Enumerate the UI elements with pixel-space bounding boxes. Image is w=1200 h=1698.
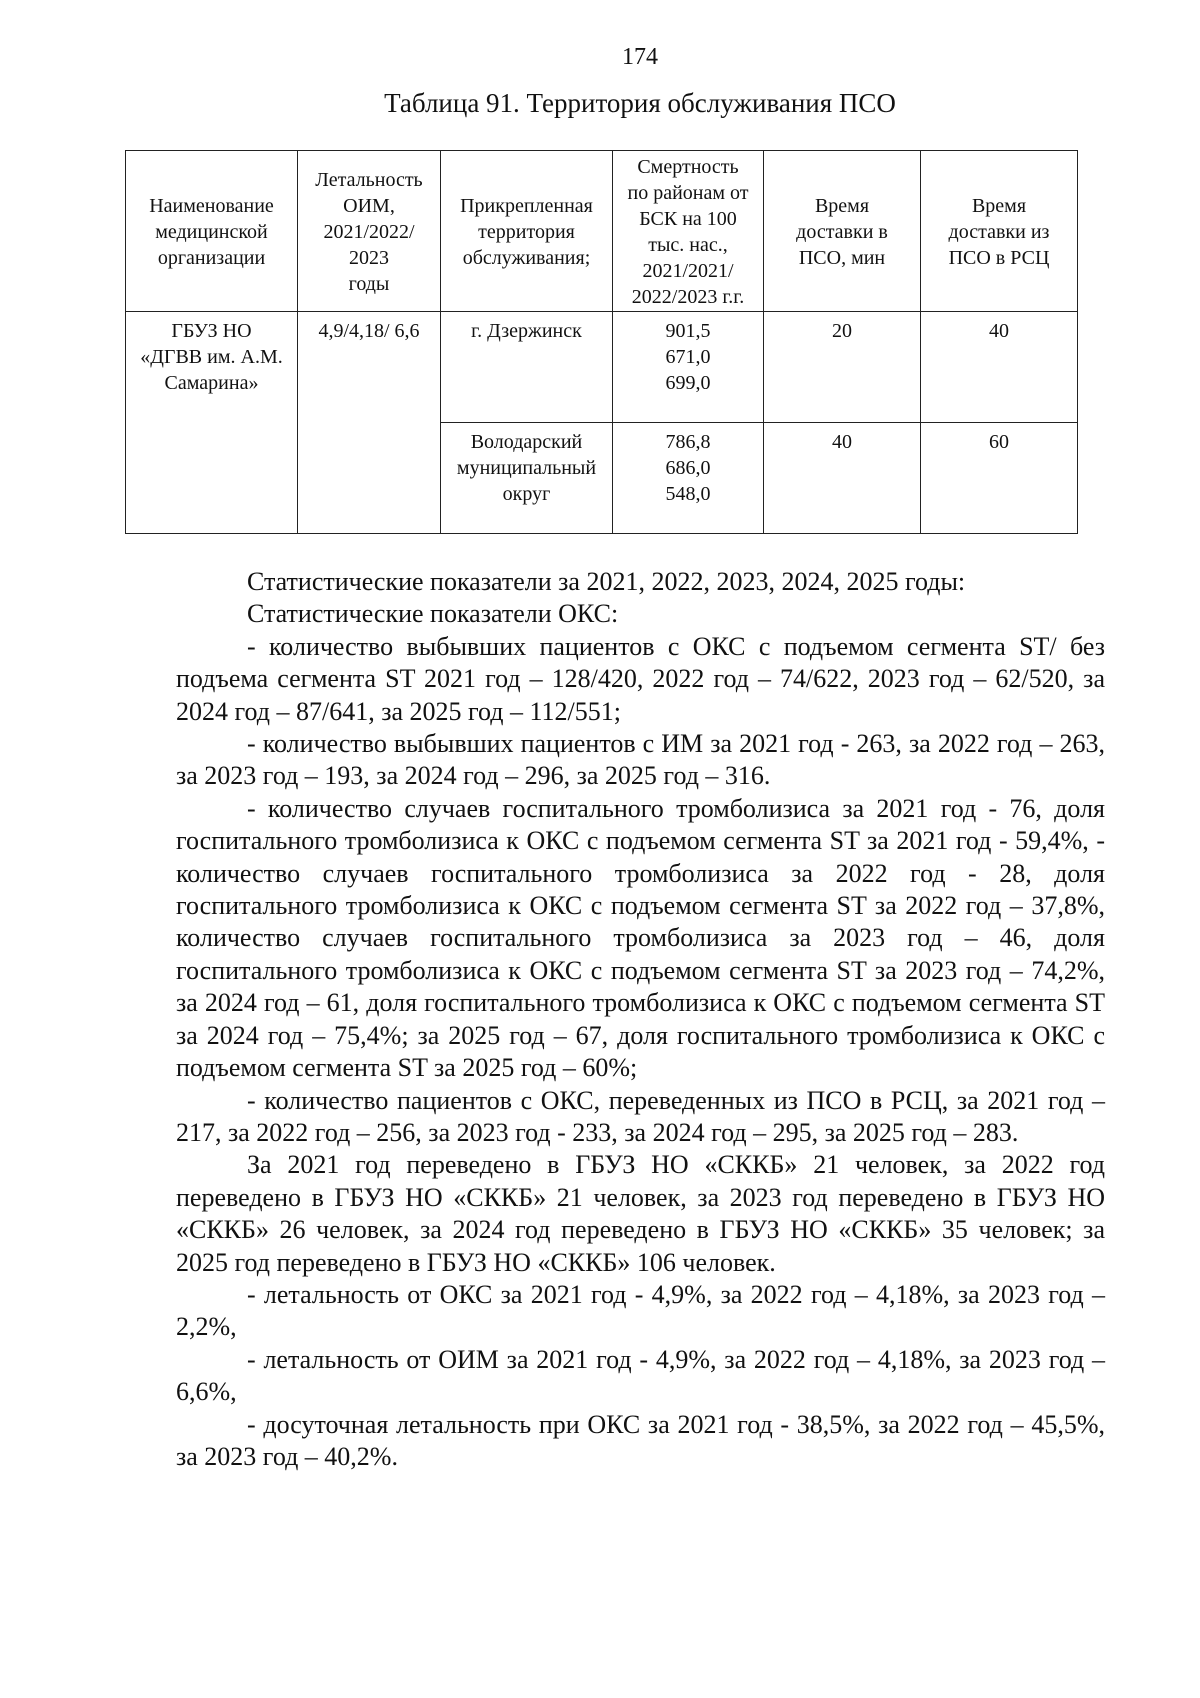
paragraph: - количество пациентов с ОКС, переведенных из ПСО в РСЦ, за 2021 год – 217, за 2022 год – 256, за 2023 год - 233, за 2024 год – 295, за 2025 год – 283. — [176, 1085, 1105, 1147]
table-header-row — [126, 151, 1078, 312]
header-mortality: Смертность по районам от БСК на 100 тыс. нас., 2021/2021/ 2022/2023 г.г. — [613, 151, 764, 312]
paragraph: - досуточная летальность при ОКС за 2021 год - 38,5%, за 2022 год – 45,5%, за 2023 год – 40,2%. — [176, 1409, 1105, 1471]
paragraph: - количество выбывших пациентов с ОКС с подъемом сегмента ST/ без подъема сегмента ST 2021 год – 128/420, 2022 год – 74/622, 2023 год – 62/520, за 2024 год – 87/641, за 2025 год – 112/551; — [176, 631, 1105, 726]
paragraph: - летальность от ОИМ за 2021 год - 4,9%, за 2022 год – 4,18%, за 2023 год – 6,6%, — [176, 1344, 1105, 1407]
cell-territory: г. Дзержинск — [441, 312, 613, 423]
header-time-to-rsc: Время доставки из ПСО в РСЦ — [921, 151, 1078, 312]
paragraph: Статистические показатели за 2021, 2022, 2023, 2024, 2025 годы: — [247, 567, 966, 596]
paragraph: Статистические показатели ОКС: — [247, 599, 619, 629]
cell-mortality: 786,8 686,0 548,0 — [613, 423, 764, 534]
table-row — [126, 312, 1078, 423]
paragraph: За 2021 год переведено в ГБУЗ НО «СККБ» 21 человек, за 2022 год переведено в ГБУЗ НО «СККБ» 21 человек, за 2023 год переведено в ГБУЗ НО «СККБ» 26 человек, за 2024 год переведено в ГБУЗ НО «СККБ» 35 человек; за 2025 год переведено в ГБУЗ НО «СККБ» 106 человек. — [176, 1150, 1105, 1277]
pso-territory-table — [125, 150, 1078, 534]
cell-organization: ГБУЗ НО «ДГВВ им. А.М. Самарина» — [126, 312, 298, 534]
table-caption: Таблица 91. Территория обслуживания ПСО — [384, 88, 896, 118]
cell-time-to-pso: 20 — [764, 312, 921, 423]
header-organization: Наименование медицинской организации — [126, 151, 298, 312]
page-number: 174 — [622, 44, 658, 70]
cell-time-to-rsc: 40 — [921, 312, 1078, 423]
paragraph: - количество случаев госпитального тромболизиса за 2021 год - 76, доля госпитального тромболизиса к ОКС с подъемом сегмента ST за 2021 год - 59,4%, - количество случаев госпитального тромболизиса за 2022 год - 28, доля госпитального тромболизиса к ОКС с подъемом сегмента ST за 2022 год – 37,8%, количество случаев госпитального тромболизиса за 2023 год – 46, доля госпитального тромболизиса к ОКС с подъемом сегмента ST за 2023 год – 74,2%, за 2024 год – 61, доля госпитального тромболизиса к ОКС с подъемом сегмента ST за 2024 год – 75,4%; за 2025 год – 67, доля госпитального тромболизиса к ОКС с подъемом сегмента ST за 2025 год – 60%; — [176, 793, 1105, 1083]
header-time-to-pso: Время доставки в ПСО, мин — [764, 151, 921, 312]
cell-territory: Володарский муниципальный округ — [441, 423, 613, 534]
cell-mortality: 901,5 671,0 699,0 — [613, 312, 764, 423]
paragraph: - количество выбывших пациентов с ИМ за 2021 год - 263, за 2022 год – 263, за 2023 год – 193, за 2024 год – 296, за 2025 год – 316. — [176, 729, 1105, 791]
cell-time-to-rsc: 60 — [921, 423, 1078, 534]
header-lethality: Летальность ОИМ, 2021/2022/ 2023 годы — [298, 151, 441, 312]
cell-time-to-pso: 40 — [764, 423, 921, 534]
body-text — [176, 566, 1105, 1473]
cell-lethality: 4,9/4,18/ 6,6 — [298, 312, 441, 534]
paragraph: - летальность от ОКС за 2021 год - 4,9%, за 2022 год – 4,18%, за 2023 год – 2,2%, — [176, 1279, 1105, 1342]
header-territory: Прикрепленная территория обслуживания; — [441, 151, 613, 312]
